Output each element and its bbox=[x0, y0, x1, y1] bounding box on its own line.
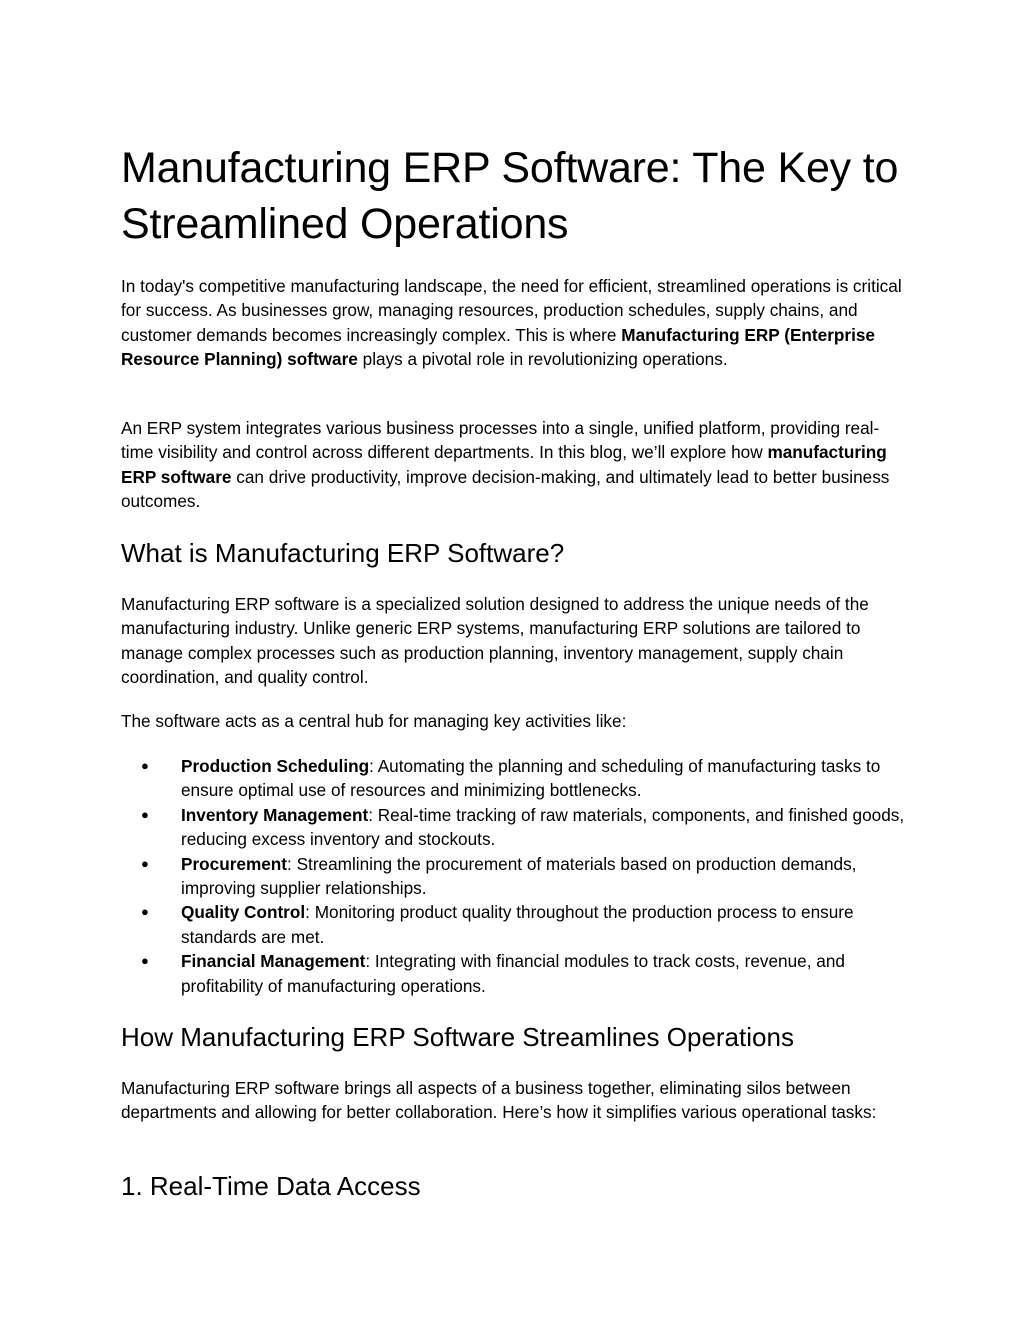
list-item-text: : Integrating with financial modules to track costs, revenue, and profitability of manufacturing operations. bbox=[181, 951, 845, 996]
list-item bbox=[121, 949, 911, 998]
key-activities-list bbox=[121, 754, 911, 998]
intro-p1-bold-term: Manufacturing ERP (Enterprise Resource Planning) software bbox=[121, 324, 875, 370]
list-item-text: : Streamlining the procurement of materials based on production demands, improving supplier relationships. bbox=[181, 853, 857, 899]
list-item-term: Financial Management bbox=[181, 951, 366, 972]
list-item bbox=[121, 852, 911, 901]
section1-paragraph-1: Manufacturing ERP software is a specialized solution designed to address the unique needs of the manufacturing industry. Unlike generic ERP systems, manufacturing ERP solutions are tailored to manage complex processes such as production planning, inventory management, supply chain coordination, and quality control. bbox=[121, 594, 869, 688]
section-heading-what-is: What is Manufacturing ERP Software? bbox=[121, 538, 565, 568]
list-item-text: : Real-time tracking of raw materials, components, and finished goods, reducing excess inventory and stockouts. bbox=[181, 804, 905, 850]
bullet-icon: ● bbox=[141, 758, 149, 773]
intro-p2-bold-term: manufacturing ERP software bbox=[121, 442, 887, 487]
bullet-icon: ● bbox=[141, 904, 149, 920]
bullet-icon: ● bbox=[141, 953, 149, 969]
section-heading-real-time-data: 1. Real-Time Data Access bbox=[121, 1171, 421, 1201]
intro-paragraph-2 bbox=[121, 416, 911, 514]
bullet-icon: ● bbox=[141, 806, 149, 822]
bullet-icon: ● bbox=[141, 855, 149, 871]
list-item-term: Procurement bbox=[181, 853, 288, 874]
list-item-term: Quality Control bbox=[181, 902, 306, 923]
list-item-term: Production Scheduling bbox=[181, 756, 370, 776]
intro-p1-text-start: In today's competitive manufacturing landscape, the need for efficient, streamlined operations is critical for success. As businesses grow, managing resources, production schedules, supply chains, and customer demands becomes increasingly complex. This is where bbox=[121, 276, 902, 345]
section1-paragraph-2: The software acts as a central hub for managing key activities like: bbox=[121, 711, 627, 731]
intro-p2-text-start: An ERP system integrates various business processes into a single, unified platform, providing real-time visibility and control across different departments. In this blog, we’ll explore how bbox=[121, 418, 880, 463]
section-heading-how-streamlines: How Manufacturing ERP Software Streamlines Operations bbox=[121, 1022, 794, 1052]
intro-p2-text-end: can drive productivity, improve decision-making, and ultimately lead to better business outcomes. bbox=[121, 466, 890, 512]
intro-p1-text-end: plays a pivotal role in revolutionizing operations. bbox=[357, 349, 728, 370]
intro-paragraph-1 bbox=[121, 274, 911, 372]
list-item bbox=[121, 754, 911, 803]
list-item-text: : Monitoring product quality throughout the production process to ensure standards are met. bbox=[181, 902, 854, 947]
list-item bbox=[121, 900, 911, 949]
list-item-term: Inventory Management bbox=[181, 804, 369, 825]
list-item bbox=[121, 803, 911, 852]
list-item-text: : Automating the planning and scheduling of manufacturing tasks to ensure optimal use of resources and minimizing bottlenecks. bbox=[181, 756, 881, 801]
document-title: Manufacturing ERP Software: The Key to Streamlined Operations bbox=[121, 144, 899, 248]
section2-paragraph-1: Manufacturing ERP software brings all aspects of a business together, eliminating silos between departments and allowing for better collaboration. Here’s how it simplifies various operational tasks: bbox=[121, 1078, 877, 1123]
